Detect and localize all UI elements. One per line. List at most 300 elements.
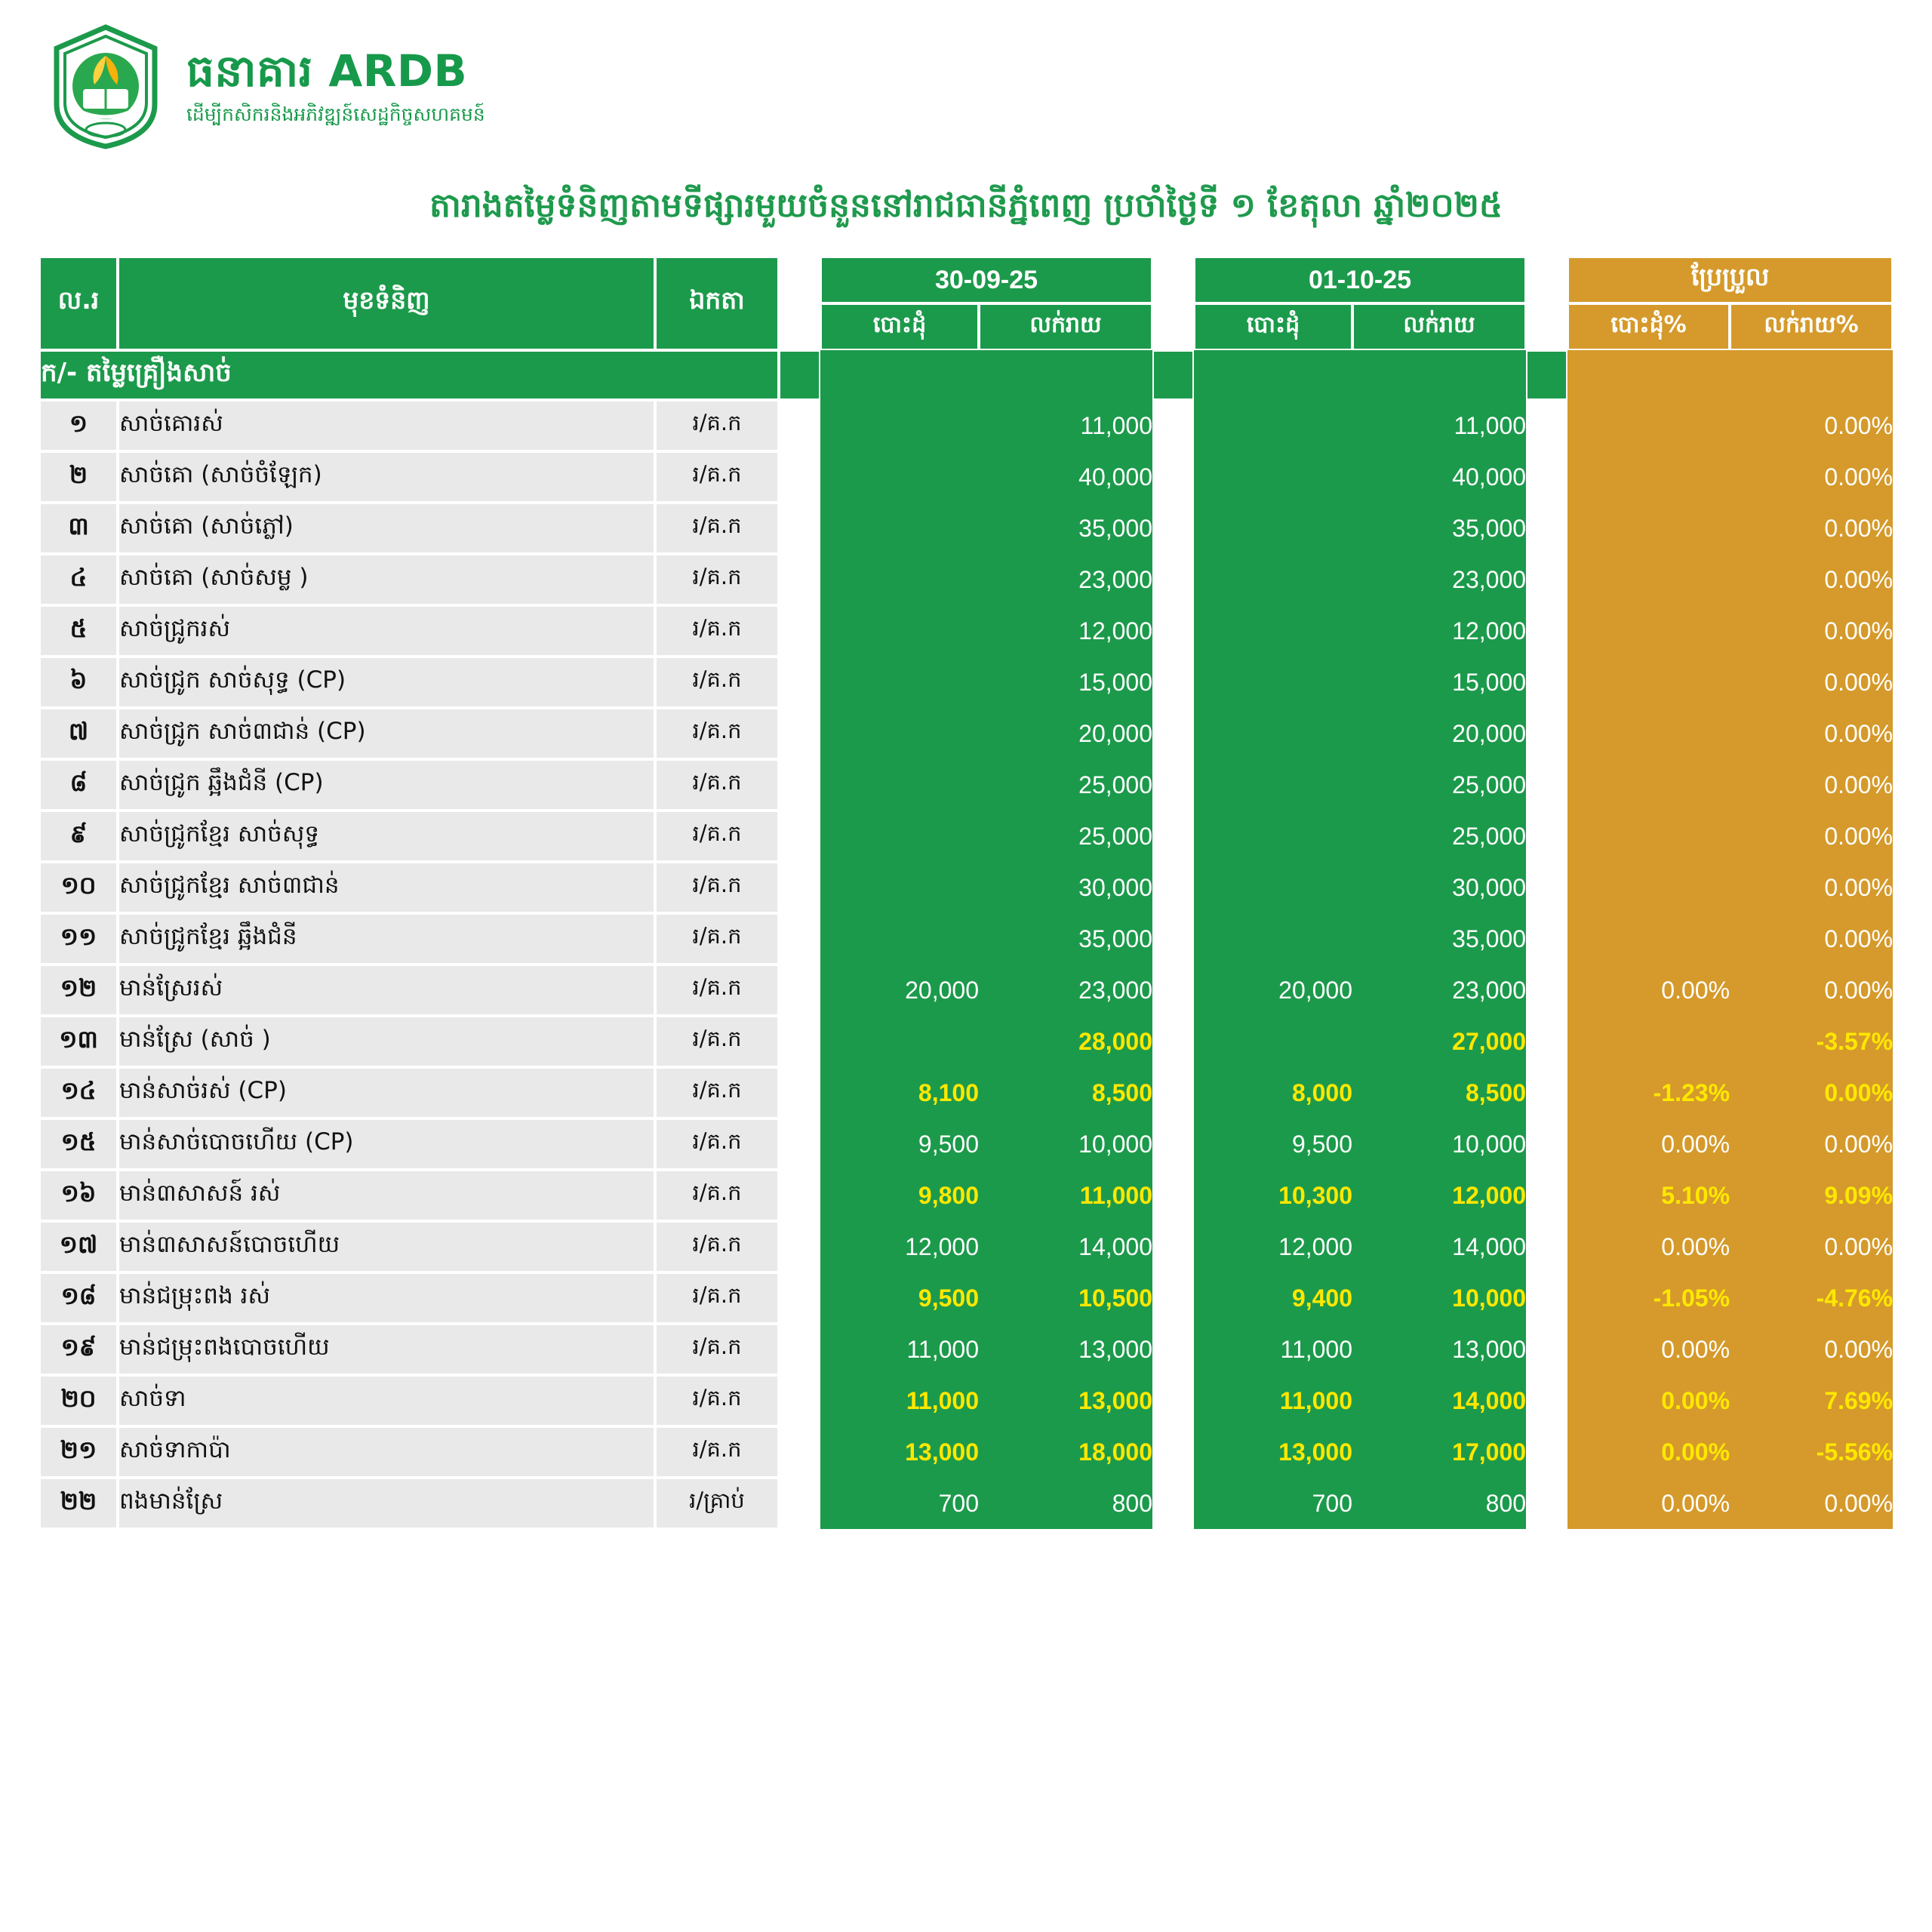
row-unit: រ/គ.ក [655,1272,779,1324]
row-unit: រ/គ.ក [655,400,779,451]
row-spacer-2 [1152,811,1194,862]
row-pct-wholesale [1567,400,1730,451]
row-unit: រ/គ.ក [655,451,779,503]
row-pct-wholesale [1567,554,1730,605]
row-spacer-1 [779,400,820,451]
row-spacer-2 [1152,1426,1194,1478]
row-pct-wholesale: 0.00% [1567,1375,1730,1426]
row-number: ៧ [39,708,118,759]
row-spacer-1 [779,1375,820,1426]
row-spacer-3 [1526,1221,1567,1272]
row-pct-wholesale: 0.00% [1567,1221,1730,1272]
row-spacer-1 [779,964,820,1016]
row-spacer-2 [1152,1118,1194,1170]
row-date1-wholesale: 13,000 [820,1426,979,1478]
row-date1-wholesale [820,913,979,964]
row-spacer-1 [779,759,820,811]
brand-header [0,0,1932,143]
row-number: ១៨ [39,1272,118,1324]
row-spacer-1 [779,1426,820,1478]
row-pct-wholesale: 0.00% [1567,1118,1730,1170]
row-item-name: ពងមាន់ស្រែ [118,1478,655,1529]
row-unit: រ/គ.ក [655,503,779,554]
row-unit: រ/គ.ក [655,1016,779,1067]
row-date2-retail: 14,000 [1352,1221,1526,1272]
row-unit: រ/គ.ក [655,1170,779,1221]
row-date1-retail: 11,000 [979,400,1152,451]
row-spacer-1 [779,1221,820,1272]
row-date2-retail: 12,000 [1352,605,1526,657]
col-header-d2-retail: លក់រាយ [1352,303,1526,350]
row-date2-retail: 35,000 [1352,503,1526,554]
row-unit: រ/គ.ក [655,964,779,1016]
row-spacer-3 [1526,964,1567,1016]
row-spacer-2 [1152,1272,1194,1324]
row-item-name: សាច់ជ្រូកខ្មែរ សាច់សុទ្ធ [118,811,655,862]
row-spacer-1 [779,811,820,862]
row-pct-retail: 0.00% [1730,1221,1893,1272]
row-date2-wholesale: 12,000 [1194,1221,1352,1272]
row-date1-retail: 35,000 [979,503,1152,554]
row-date1-wholesale: 8,100 [820,1067,979,1118]
row-date2-retail: 10,000 [1352,1118,1526,1170]
row-pct-retail: 0.00% [1730,503,1893,554]
row-spacer-3 [1526,451,1567,503]
row-spacer-2 [1152,657,1194,708]
row-pct-wholesale: 0.00% [1567,1324,1730,1375]
row-date2-retail: 23,000 [1352,554,1526,605]
row-pct-retail: 0.00% [1730,811,1893,862]
row-date2-wholesale: 9,500 [1194,1118,1352,1170]
table-row [39,554,1893,605]
row-item-name: មាន់៣សាសន៍ រស់ [118,1170,655,1221]
row-unit: រ/គ.ក [655,862,779,913]
row-date1-retail: 13,000 [979,1375,1152,1426]
row-unit: រ/គ.ក [655,1067,779,1118]
row-number: ១ [39,400,118,451]
row-pct-retail: 0.00% [1730,451,1893,503]
row-date2-wholesale: 8,000 [1194,1067,1352,1118]
row-pct-wholesale [1567,657,1730,708]
spacer-3 [1526,257,1567,350]
row-number: ៩ [39,811,118,862]
row-date1-wholesale [820,708,979,759]
col-header-date-2: 01-10-25 [1194,257,1526,303]
table-row [39,964,1893,1016]
row-spacer-2 [1152,554,1194,605]
row-date1-retail: 11,000 [979,1170,1152,1221]
row-date1-wholesale [820,759,979,811]
row-pct-retail: 0.00% [1730,400,1893,451]
row-spacer-2 [1152,503,1194,554]
spacer-1 [779,257,820,350]
row-number: ៣ [39,503,118,554]
row-date2-retail: 800 [1352,1478,1526,1529]
row-number: ៦ [39,657,118,708]
row-date2-retail: 12,000 [1352,1170,1526,1221]
row-number: ១០ [39,862,118,913]
row-date1-retail: 23,000 [979,554,1152,605]
row-spacer-3 [1526,862,1567,913]
row-spacer-1 [779,1478,820,1529]
table-row [39,708,1893,759]
row-spacer-2 [1152,451,1194,503]
row-date1-retail: 40,000 [979,451,1152,503]
row-pct-retail: 0.00% [1730,1324,1893,1375]
row-date2-wholesale [1194,759,1352,811]
row-spacer-3 [1526,1375,1567,1426]
row-date1-wholesale: 11,000 [820,1375,979,1426]
row-spacer-1 [779,657,820,708]
row-item-name: សាច់ជ្រូកខ្មែរ សាច់៣ជាន់ [118,862,655,913]
row-pct-retail: 0.00% [1730,605,1893,657]
row-unit: រ/គ.ក [655,605,779,657]
row-number: ២២ [39,1478,118,1529]
row-date1-retail: 8,500 [979,1067,1152,1118]
table-row [39,1478,1893,1529]
row-item-name: មាន់សាច់រស់ (CP) [118,1067,655,1118]
row-pct-retail: 0.00% [1730,708,1893,759]
row-date2-wholesale: 700 [1194,1478,1352,1529]
row-spacer-2 [1152,1375,1194,1426]
price-table-wrapper [0,257,1932,1529]
row-pct-retail: -4.76% [1730,1272,1893,1324]
row-spacer-3 [1526,759,1567,811]
row-unit: រ/គ.ក [655,913,779,964]
brand-text-block [186,45,485,126]
row-date1-retail: 15,000 [979,657,1152,708]
col-header-date-1: 30-09-25 [820,257,1152,303]
row-date1-retail: 35,000 [979,913,1152,964]
row-date1-retail: 10,000 [979,1118,1152,1170]
row-pct-retail: 0.00% [1730,964,1893,1016]
row-date1-retail: 13,000 [979,1324,1152,1375]
row-date2-retail: 25,000 [1352,811,1526,862]
row-date2-wholesale: 9,400 [1194,1272,1352,1324]
table-row [39,451,1893,503]
row-date2-wholesale [1194,451,1352,503]
table-row [39,1375,1893,1426]
row-pct-retail: -5.56% [1730,1426,1893,1478]
row-number: ១៧ [39,1221,118,1272]
row-pct-retail: 0.00% [1730,862,1893,913]
row-pct-retail: 9.09% [1730,1170,1893,1221]
row-spacer-3 [1526,913,1567,964]
row-spacer-1 [779,1067,820,1118]
row-date1-wholesale [820,1016,979,1067]
spacer-1b [779,350,820,400]
row-pct-retail: 0.00% [1730,1118,1893,1170]
row-item-name: សាច់ទា [118,1375,655,1426]
row-date1-retail: 12,000 [979,605,1152,657]
row-date2-wholesale [1194,503,1352,554]
row-number: ១៣ [39,1016,118,1067]
row-spacer-1 [779,862,820,913]
row-date2-wholesale [1194,913,1352,964]
row-spacer-3 [1526,1478,1567,1529]
section-band-date2 [1194,350,1526,400]
row-number: ១៩ [39,1324,118,1375]
row-spacer-3 [1526,554,1567,605]
row-spacer-2 [1152,400,1194,451]
row-spacer-2 [1152,1016,1194,1067]
row-spacer-2 [1152,1221,1194,1272]
row-date2-wholesale: 11,000 [1194,1375,1352,1426]
row-item-name: សាច់គោ (សាច់សម្ល ) [118,554,655,605]
row-number: ១២ [39,964,118,1016]
row-spacer-2 [1152,964,1194,1016]
row-item-name: សាច់ជ្រូក ឆ្អឹងជំនី (CP) [118,759,655,811]
row-unit: រ/គ.ក [655,811,779,862]
row-date1-wholesale [820,657,979,708]
row-date2-retail: 27,000 [1352,1016,1526,1067]
spacer-2b [1152,350,1194,400]
row-date2-retail: 23,000 [1352,964,1526,1016]
table-row [39,657,1893,708]
row-pct-wholesale [1567,759,1730,811]
row-number: ២១ [39,1426,118,1478]
row-date2-wholesale: 20,000 [1194,964,1352,1016]
table-row [39,1118,1893,1170]
col-header-no: ល.រ [39,257,118,350]
row-pct-wholesale [1567,913,1730,964]
row-spacer-3 [1526,400,1567,451]
row-number: ២០ [39,1375,118,1426]
section-title: ក/- តម្លៃគ្រឿងសាច់ [39,350,779,400]
ardb-logo-icon [42,23,170,151]
row-number: ៤ [39,554,118,605]
row-pct-wholesale: 5.10% [1567,1170,1730,1221]
table-row [39,913,1893,964]
row-unit: រ/គ.ក [655,1118,779,1170]
row-spacer-1 [779,554,820,605]
row-spacer-1 [779,605,820,657]
row-item-name: សាច់គោ (សាច់ភ្លៅ) [118,503,655,554]
row-date2-retail: 20,000 [1352,708,1526,759]
row-pct-retail: -3.57% [1730,1016,1893,1067]
row-date1-retail: 10,500 [979,1272,1152,1324]
row-pct-wholesale [1567,605,1730,657]
table-row [39,1221,1893,1272]
row-item-name: មាន់៣សាសន៍បោចហើយ [118,1221,655,1272]
col-header-d2-wholesale: បោះដុំ [1194,303,1352,350]
row-date1-wholesale [820,605,979,657]
row-date1-retail: 800 [979,1478,1152,1529]
row-number: ៨ [39,759,118,811]
row-date1-wholesale: 11,000 [820,1324,979,1375]
row-spacer-2 [1152,759,1194,811]
row-date2-retail: 17,000 [1352,1426,1526,1478]
brand-subtitle: ដើម្បីកសិករនិងអភិវឌ្ឍន៍សេដ្ឋកិច្ចសហគមន៍ [186,103,485,125]
col-header-change: ប្រែប្រួល [1567,257,1893,303]
row-spacer-3 [1526,1016,1567,1067]
row-spacer-2 [1152,913,1194,964]
row-date1-wholesale: 12,000 [820,1221,979,1272]
row-spacer-3 [1526,1118,1567,1170]
row-pct-wholesale [1567,1016,1730,1067]
row-unit: រ/គ្រាប់ [655,1478,779,1529]
row-spacer-3 [1526,605,1567,657]
table-body [39,350,1893,1529]
row-date1-retail: 23,000 [979,964,1152,1016]
row-date1-wholesale: 20,000 [820,964,979,1016]
table-head [39,257,1893,350]
row-pct-wholesale: -1.05% [1567,1272,1730,1324]
row-item-name: សាច់ទាកាប៉ា [118,1426,655,1478]
col-header-item: មុខទំនិញ [118,257,655,350]
row-date1-wholesale [820,811,979,862]
row-item-name: សាច់គោរស់ [118,400,655,451]
row-item-name: មាន់ជម្រុះពង រស់ [118,1272,655,1324]
section-header-row [39,350,1893,400]
row-pct-retail: 0.00% [1730,913,1893,964]
row-date1-wholesale: 700 [820,1478,979,1529]
row-number: ១៤ [39,1067,118,1118]
row-number: ១៦ [39,1170,118,1221]
row-date1-retail: 25,000 [979,811,1152,862]
row-date2-wholesale [1194,400,1352,451]
col-header-d1-wholesale: បោះដុំ [820,303,979,350]
row-date2-wholesale: 11,000 [1194,1324,1352,1375]
col-header-unit: ឯកតា [655,257,779,350]
row-spacer-2 [1152,605,1194,657]
row-spacer-1 [779,1170,820,1221]
col-header-pct-wholesale: បោះដុំ% [1567,303,1730,350]
table-row [39,1324,1893,1375]
row-item-name: មាន់ស្រែរស់ [118,964,655,1016]
row-spacer-3 [1526,1272,1567,1324]
row-item-name: មាន់ស្រែ (សាច់ ) [118,1016,655,1067]
row-date2-retail: 11,000 [1352,400,1526,451]
row-date2-retail: 30,000 [1352,862,1526,913]
row-spacer-1 [779,1272,820,1324]
row-date1-wholesale [820,400,979,451]
row-pct-retail: 0.00% [1730,554,1893,605]
row-spacer-3 [1526,657,1567,708]
row-spacer-2 [1152,708,1194,759]
row-date2-retail: 40,000 [1352,451,1526,503]
row-spacer-1 [779,913,820,964]
table-row [39,1067,1893,1118]
row-item-name: មាន់ជម្រុះពងបោចហើយ [118,1324,655,1375]
row-date1-wholesale: 9,500 [820,1118,979,1170]
row-spacer-1 [779,1324,820,1375]
row-spacer-2 [1152,1324,1194,1375]
row-spacer-2 [1152,862,1194,913]
section-band-date1 [820,350,1152,400]
row-pct-wholesale: -1.23% [1567,1067,1730,1118]
row-item-name: សាច់ជ្រូក សាច់៣ជាន់ (CP) [118,708,655,759]
row-unit: រ/គ.ក [655,1221,779,1272]
row-pct-wholesale: 0.00% [1567,964,1730,1016]
row-unit: រ/គ.ក [655,657,779,708]
row-spacer-3 [1526,1426,1567,1478]
row-spacer-3 [1526,811,1567,862]
row-pct-retail: 0.00% [1730,657,1893,708]
row-spacer-3 [1526,1324,1567,1375]
row-unit: រ/គ.ក [655,554,779,605]
row-date1-wholesale [820,503,979,554]
table-row [39,862,1893,913]
row-date2-wholesale [1194,708,1352,759]
row-date2-retail: 14,000 [1352,1375,1526,1426]
row-date2-retail: 25,000 [1352,759,1526,811]
row-date1-wholesale [820,451,979,503]
row-date2-wholesale: 10,300 [1194,1170,1352,1221]
table-row [39,503,1893,554]
row-unit: រ/គ.ក [655,759,779,811]
section-band-change [1567,350,1893,400]
row-pct-retail: 0.00% [1730,1067,1893,1118]
table-row [39,1016,1893,1067]
row-date2-wholesale [1194,657,1352,708]
row-date1-wholesale [820,862,979,913]
row-item-name: មាន់សាច់បោចហើយ (CP) [118,1118,655,1170]
row-date1-wholesale: 9,800 [820,1170,979,1221]
row-pct-wholesale [1567,708,1730,759]
row-pct-wholesale: 0.00% [1567,1478,1730,1529]
table-row [39,605,1893,657]
row-item-name: សាច់ជ្រូក សាច់សុទ្ធ (CP) [118,657,655,708]
table-row [39,759,1893,811]
row-pct-wholesale: 0.00% [1567,1426,1730,1478]
row-spacer-2 [1152,1478,1194,1529]
row-date1-retail: 20,000 [979,708,1152,759]
row-pct-retail: 0.00% [1730,1478,1893,1529]
col-header-d1-retail: លក់រាយ [979,303,1152,350]
row-item-name: សាច់ជ្រូកខ្មែរ ឆ្អឹងជំនី [118,913,655,964]
row-date2-retail: 10,000 [1352,1272,1526,1324]
row-date1-retail: 30,000 [979,862,1152,913]
row-number: ១៥ [39,1118,118,1170]
row-spacer-1 [779,451,820,503]
row-pct-wholesale [1567,811,1730,862]
row-date2-retail: 8,500 [1352,1067,1526,1118]
row-date2-wholesale: 13,000 [1194,1426,1352,1478]
row-spacer-1 [779,1118,820,1170]
row-number: ៥ [39,605,118,657]
row-spacer-1 [779,1016,820,1067]
row-spacer-3 [1526,1067,1567,1118]
row-spacer-3 [1526,708,1567,759]
row-spacer-3 [1526,503,1567,554]
brand-title: ធនាគារ ARDB [186,45,468,97]
row-date1-wholesale [820,554,979,605]
col-header-pct-retail: លក់រាយ% [1730,303,1893,350]
row-date1-retail: 28,000 [979,1016,1152,1067]
row-pct-retail: 0.00% [1730,759,1893,811]
row-date1-retail: 25,000 [979,759,1152,811]
header-row-top [39,257,1893,303]
row-item-name: សាច់គោ (សាច់ចំឡែក) [118,451,655,503]
table-row [39,400,1893,451]
row-unit: រ/គ.ក [655,1324,779,1375]
row-pct-wholesale [1567,862,1730,913]
row-date2-wholesale [1194,811,1352,862]
row-date2-wholesale [1194,605,1352,657]
table-row [39,1426,1893,1478]
row-number: ២ [39,451,118,503]
row-date2-wholesale [1194,554,1352,605]
row-item-name: សាច់ជ្រូករស់ [118,605,655,657]
row-date2-wholesale [1194,1016,1352,1067]
row-date1-retail: 18,000 [979,1426,1152,1478]
row-unit: រ/គ.ក [655,1375,779,1426]
table-row [39,811,1893,862]
row-spacer-1 [779,503,820,554]
table-row [39,1272,1893,1324]
row-date1-wholesale: 9,500 [820,1272,979,1324]
